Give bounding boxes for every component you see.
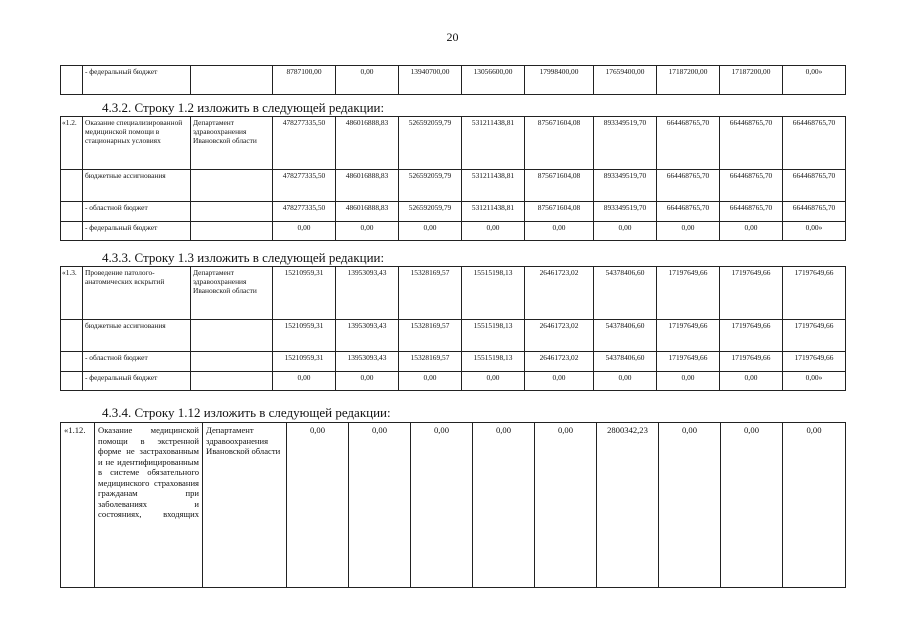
value-cell: 893349519,70 [594,117,657,170]
row-index [61,320,83,352]
row-index: «1.3. [61,267,83,320]
table-row [61,170,846,202]
value-cell: 17187200,00 [657,66,720,95]
value-cell: 17197649,66 [657,352,720,372]
budget-table-row-1-3 [60,266,846,391]
row-name: бюджетные ассигнования [83,170,191,202]
row-index [61,372,83,391]
table-row [61,66,846,95]
table-row [61,372,846,391]
row-index: «1.2. [61,117,83,170]
row-index [61,170,83,202]
budget-table-continuation [60,65,846,95]
row-name: - областной бюджет [83,352,191,372]
table-row [61,117,846,170]
value-cell: 26461723,02 [525,320,594,352]
value-cell: 664468765,70 [657,170,720,202]
value-cell: 0,00 [411,423,473,588]
value-cell: 664468765,70 [783,170,846,202]
value-cell: 0,00» [783,66,846,95]
value-cell: 0,00 [336,66,399,95]
value-cell: 15210959,31 [273,320,336,352]
value-cell: 0,00 [399,222,462,241]
value-cell: 13056600,00 [462,66,525,95]
row-index [61,66,83,95]
value-cell: 875671604,08 [525,202,594,222]
value-cell: 0,00 [525,372,594,391]
value-cell: 17197649,66 [783,320,846,352]
row-department: Департамент здравоохранения Ивановской области [191,267,273,320]
value-cell: 486016888,83 [336,117,399,170]
value-cell: 17998400,00 [525,66,594,95]
row-name: Оказание медицинской помощи в экстренной форме не застрахованным и не идентифицированным в системе обязательного медицинского страхования гражданам при заболеваниях и состояниях, входящих [95,423,203,588]
table-row [61,352,846,372]
value-cell: 17197649,66 [657,267,720,320]
value-cell: 0,00 [273,222,336,241]
value-cell: 893349519,70 [594,170,657,202]
value-cell: 0,00 [659,423,721,588]
budget-table-row-1-12 [60,422,846,588]
row-department [191,372,273,391]
value-cell: 531211438,81 [462,117,525,170]
value-cell: 15515198,13 [462,267,525,320]
value-cell: 531211438,81 [462,202,525,222]
table-row [61,423,846,588]
row-department [191,202,273,222]
value-cell: 15515198,13 [462,320,525,352]
value-cell: 526592059,79 [399,202,462,222]
value-cell: 54378406,60 [594,320,657,352]
section-heading-1-12: 4.3.4. Строку 1.12 изложить в следующей редакции: [102,405,391,420]
section-heading-1-2: 4.3.2. Строку 1.2 изложить в следующей редакции: [102,100,385,115]
value-cell: 2800342,23 [597,423,659,588]
value-cell: 8787100,00 [273,66,336,95]
row-department [191,66,273,95]
row-department: Департамент здравоохранения Ивановской области [191,117,273,170]
row-name: бюджетные ассигнования [83,320,191,352]
value-cell: 0,00 [462,372,525,391]
row-index [61,202,83,222]
value-cell: 0,00 [349,423,411,588]
value-cell: 0,00 [336,222,399,241]
value-cell: 0,00» [783,222,846,241]
value-cell: 17659400,00 [594,66,657,95]
value-cell: 0,00 [336,372,399,391]
value-cell: 54378406,60 [594,267,657,320]
value-cell: 0,00 [594,222,657,241]
row-index [61,222,83,241]
value-cell: 13940700,00 [399,66,462,95]
value-cell: 526592059,79 [399,117,462,170]
value-cell: 486016888,83 [336,170,399,202]
value-cell: 26461723,02 [525,267,594,320]
value-cell: 0,00 [657,372,720,391]
value-cell: 0,00 [535,423,597,588]
value-cell: 478277335,50 [273,202,336,222]
value-cell: 0,00 [273,372,336,391]
row-name: Проведение патолого-анатомических вскрытий [83,267,191,320]
value-cell: 0,00 [399,372,462,391]
value-cell: 0,00 [721,423,783,588]
row-name: - федеральный бюджет [83,372,191,391]
section-heading-1-3: 4.3.3. Строку 1.3 изложить в следующей редакции: [102,250,385,265]
value-cell: 26461723,02 [525,352,594,372]
value-cell: 15210959,31 [273,267,336,320]
value-cell: 17197649,66 [783,267,846,320]
value-cell: 0,00 [657,222,720,241]
value-cell: 13953093,43 [336,267,399,320]
row-name: - федеральный бюджет [83,66,191,95]
row-department [191,222,273,241]
value-cell: 15328169,57 [399,352,462,372]
value-cell: 17197649,66 [657,320,720,352]
value-cell: 17197649,66 [720,352,783,372]
row-department: Департамент здравоохранения Ивановской области [203,423,287,588]
value-cell: 13953093,43 [336,352,399,372]
value-cell: 54378406,60 [594,352,657,372]
value-cell: 17197649,66 [720,320,783,352]
page-number: 20 [446,30,459,44]
value-cell: 526592059,79 [399,170,462,202]
row-department [191,320,273,352]
value-cell: 0,00 [287,423,349,588]
table-row [61,222,846,241]
value-cell: 17187200,00 [720,66,783,95]
value-cell: 17197649,66 [783,352,846,372]
value-cell: 0,00 [525,222,594,241]
table-row [61,202,846,222]
table-row [61,320,846,352]
row-name: Оказание специализированной медицинской помощи в стационарных условиях [83,117,191,170]
row-index [61,352,83,372]
row-department [191,352,273,372]
value-cell: 0,00 [462,222,525,241]
value-cell: 478277335,50 [273,170,336,202]
budget-table-row-1-2 [60,116,846,241]
value-cell: 875671604,08 [525,117,594,170]
value-cell: 15210959,31 [273,352,336,372]
value-cell: 15328169,57 [399,320,462,352]
value-cell: 664468765,70 [783,202,846,222]
value-cell: 664468765,70 [657,117,720,170]
value-cell: 0,00 [720,222,783,241]
value-cell: 0,00 [720,372,783,391]
value-cell: 486016888,83 [336,202,399,222]
value-cell: 664468765,70 [783,117,846,170]
value-cell: 664468765,70 [720,117,783,170]
row-name: - областной бюджет [83,202,191,222]
value-cell: 15328169,57 [399,267,462,320]
value-cell: 0,00 [594,372,657,391]
value-cell: 0,00 [473,423,535,588]
value-cell: 664468765,70 [720,170,783,202]
value-cell: 17197649,66 [720,267,783,320]
row-name: - федеральный бюджет [83,222,191,241]
row-department [191,170,273,202]
value-cell: 0,00» [783,372,846,391]
value-cell: 0,00 [783,423,846,588]
value-cell: 893349519,70 [594,202,657,222]
value-cell: 875671604,08 [525,170,594,202]
table-row [61,267,846,320]
value-cell: 531211438,81 [462,170,525,202]
row-index: «1.12. [61,423,95,588]
value-cell: 664468765,70 [657,202,720,222]
value-cell: 13953093,43 [336,320,399,352]
value-cell: 478277335,50 [273,117,336,170]
value-cell: 664468765,70 [720,202,783,222]
value-cell: 15515198,13 [462,352,525,372]
